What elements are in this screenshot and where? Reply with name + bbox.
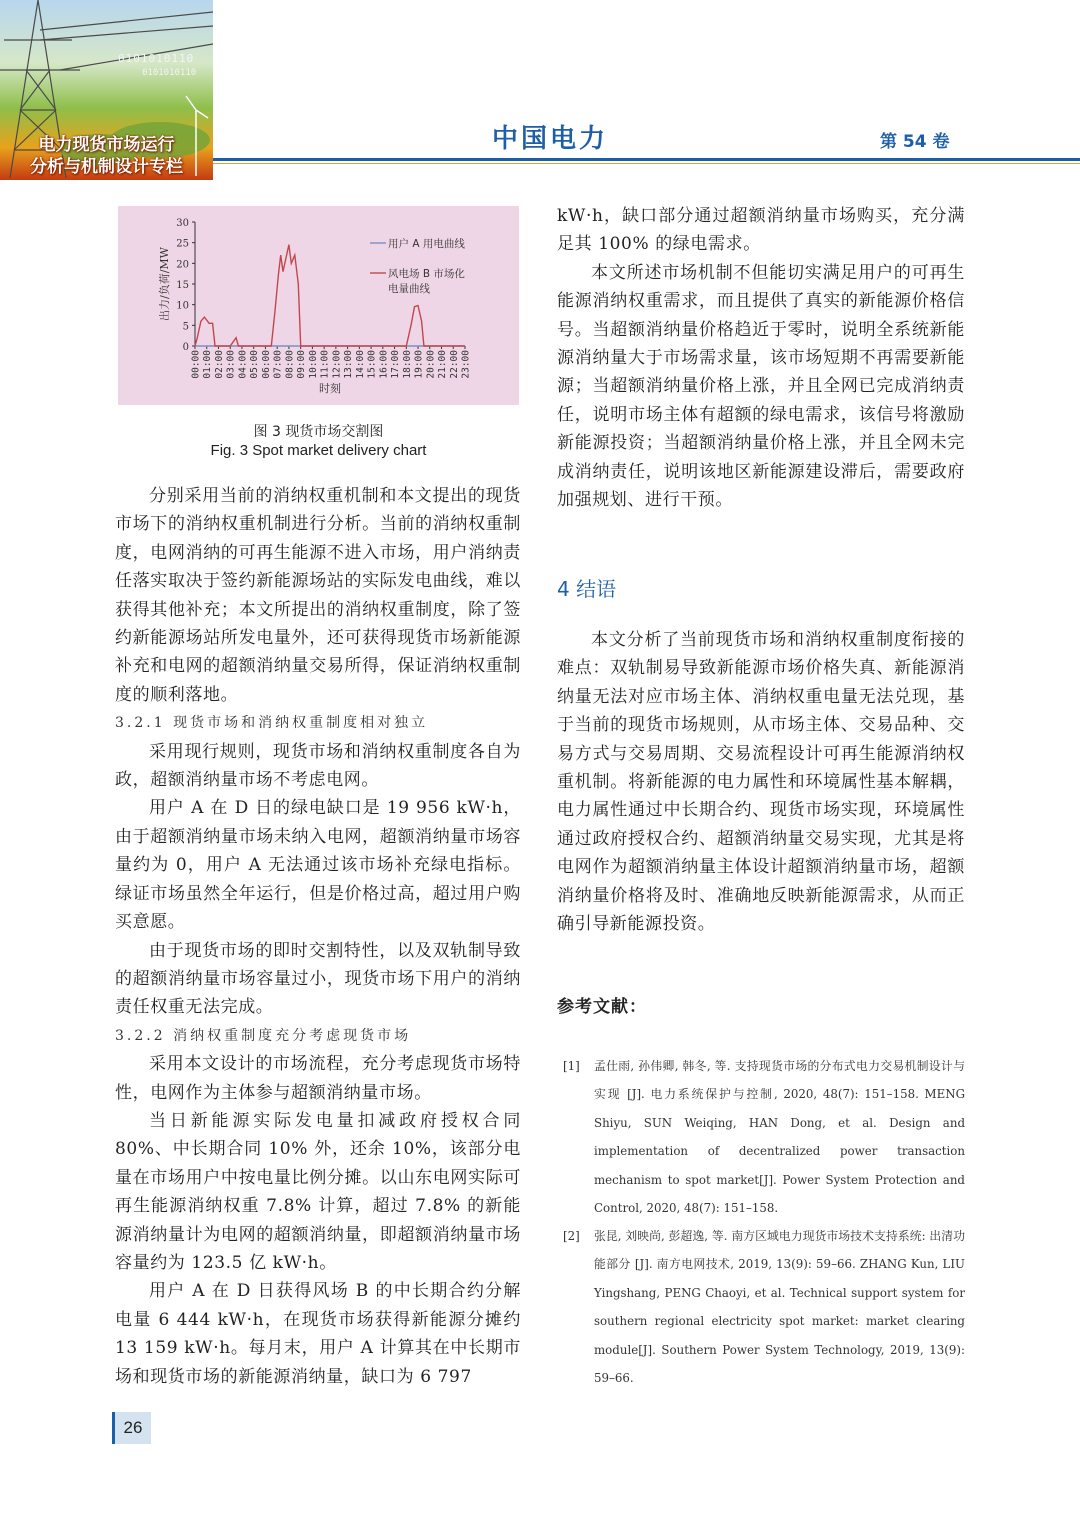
legend-label-wind-farm-b: 风电场 B 市场化 [388,268,465,280]
x-tick-label: 16:00 [378,350,390,379]
y-tick-label: 20 [176,259,189,271]
y-tick-label: 0 [182,342,189,353]
x-tick-label: 02:00 [213,350,225,379]
left-column [115,482,521,1391]
paragraph: kW·h，缺口部分通过超额消纳量市场购买，充分满足其 100% 的绿电需求。 [557,206,965,255]
x-tick-label: 07:00 [272,350,284,379]
x-tick-label: 04:00 [237,350,249,379]
reference-text: 张昆, 刘映尚, 彭超逸, 等. 南方区域电力现货市场技术支持系统: 出清功能部分 [J]. 南方电网技术, 2019, 13(9): 59–66. ZHANG Kun, LIU Yingshang, PENG Chaoyi, et al. Technical support system for southern regional electricity spot market: market clearing module[J]. Southern Power System Technology, 2019, 13(9): 59–66. [594,1229,965,1386]
spot-market-chart [118,206,519,405]
page-number: 26 [112,1412,151,1444]
paragraph: 用户 A 在 D 日获得风场 B 的中长期合约分解电量 6 444 kW·h，在现货市场获得新能源分摊约 13 159 kW·h。每月末，用户 A 计算其在中长期市场和现货市场的新能源消纳量，缺口为 6 797 [115,1281,521,1387]
section-heading-conclusion: 4 结语 [557,577,617,601]
x-tick-label: 23:00 [460,350,472,379]
x-tick-label: 13:00 [343,350,355,379]
x-tick-label: 21:00 [437,350,449,379]
paragraph: 本文分析了当前现货市场和消纳权重制度衔接的难点：双轨制易导致新能源市场价格失真、新能源消纳量无法对应市场主体、消纳权重电量无法兑现，基于当前的现货市场规则，从市场主体、交易品种、交易方式与交易周期、交易流程设计可再生能源消纳权重机制。将新能源的电力属性和环境属性基本解耦，电力属性通过中长期合约、现货市场实现，环境属性通过政府授权合约、超额消纳量交易实现，尤其是将电网作为超额消纳量主体设计超额消纳量市场，超额消纳量价格将及时、准确地反映新能源需求，从而正确引导新能源投资。 [557,630,965,935]
x-axis-label: 时刻 [319,382,341,395]
column-title-line1: 电力现货市场运行 [38,135,175,155]
x-tick-label: 03:00 [225,350,237,379]
journal-title: 中国电力 [491,124,608,154]
legend-label-wind-farm-b-cont: 电量曲线 [388,283,430,295]
paragraph: 采用现行规则，现货市场和消纳权重制度各自为政，超额消纳量市场不考虑电网。 [115,741,521,791]
x-tick-label: 12:00 [331,350,343,379]
references-heading: 参考文献： [557,997,647,1017]
header-rule [213,158,1080,161]
column-banner [0,0,213,180]
reference-item [563,1052,965,1222]
banner-binary-text-small: 0101010110 [142,68,197,78]
x-tick-label: 10:00 [307,350,319,379]
x-tick-label: 08:00 [284,350,296,379]
x-tick-label: 15:00 [366,350,378,379]
header-rule-accent [213,163,1080,164]
y-tick-label: 10 [176,300,189,312]
paragraph: 由于现货市场的即时交割特性，以及双轨制导致的超额消纳量市场容量过小，现货市场下用户的消纳责任权重无法完成。 [115,940,521,1018]
reference-number: [2] [563,1229,580,1243]
x-tick-label: 05:00 [249,350,261,379]
x-tick-label: 14:00 [354,350,366,379]
y-tick-label: 25 [176,238,189,250]
x-tick-label: 20:00 [425,350,437,379]
x-tick-label: 01:00 [202,350,214,379]
volume-label: 第 54 卷 [880,132,950,152]
y-axis-label: 出力/负荷/MW [158,247,171,321]
legend-label-user-a: 用户 A 用电曲线 [388,238,465,250]
subsection-heading-3-2-1: 3.2.1 现货市场和消纳权重制度相对独立 [115,715,429,732]
paragraph: 当日新能源实际发电量扣减政府授权合同 80%、中长期合同 10% 外，还余 10%，该部分电量在市场用户中按电量比例分摊。以山东电网实际可再生能源消纳权重 7.8% 计算，超过 7.8% 的新能源消纳量计为电网的超额消纳量，即超额消纳量市场容量约为 123.5 亿 kW·h。 [115,1110,521,1273]
x-tick-label: 11:00 [319,350,331,379]
figure-caption-cn: 图 3 现货市场交割图 [253,424,384,440]
right-column-conclusion [557,626,965,938]
x-tick-label: 00:00 [190,350,202,379]
paragraph: 采用本文设计的市场流程，充分考虑现货市场特性，电网作为主体参与超额消纳量市场。 [115,1054,521,1103]
x-tick-label: 22:00 [448,350,460,379]
series-line-2 [195,245,465,346]
x-tick-label: 06:00 [260,350,272,379]
y-tick-label: 30 [176,218,189,229]
y-tick-label: 5 [182,321,189,333]
reference-text: 孟仕雨, 孙伟卿, 韩冬, 等. 支持现货市场的分布式电力交易机制设计与实现 [J]. 电力系统保护与控制, 2020, 48(7): 151–158. MENG Shiyu, SUN Weiqing, HAN Dong, et al. Design and implementation of decentralized power transaction mechanism to spot market[J]. Power System Protection and Control, 2020, 48(7): 151–158. [594,1059,965,1216]
reference-item [563,1222,965,1392]
reference-number: [1] [563,1059,580,1073]
column-title-line2: 分析与机制设计专栏 [30,157,183,177]
x-tick-label: 18:00 [401,350,413,379]
right-column-top [557,202,965,514]
x-tick-label: 17:00 [390,350,402,379]
y-tick-label: 15 [176,280,189,291]
subsection-heading-3-2-2: 3.2.2 消纳权重制度充分考虑现货市场 [115,1027,412,1044]
figure-3 [118,206,519,405]
paragraph: 用户 A 在 D 日的绿电缺口是 19 956 kW·h，由于超额消纳量市场未纳入电网，超额消纳量市场容量约为 0，用户 A 无法通过该市场补充绿电指标。绿证市场虽然全年运行，但是价格过高，超过用户购买意愿。 [115,798,521,933]
paragraph: 本文所述市场机制不但能切实满足用户的可再生能源消纳权重需求，而且提供了真实的新能源价格信号。当超额消纳量价格趋近于零时，说明全系统新能源消纳量大于市场需求量，该市场短期不再需要新能源；当超额消纳量价格上涨，并且全网已完成消纳责任，说明市场主体有超额的绿电需求，该信号将激励新能源投资；当超额消纳量价格上涨，并且全网未完成消纳责任，说明该地区新能源建设滞后，需要政府加强规划、进行干预。 [557,262,965,511]
banner-binary-text: 0101010110 [118,52,195,65]
paragraph: 分别采用当前的消纳权重机制和本文提出的现货市场下的消纳权重机制进行分析。当前的消纳权重制度，电网消纳的可再生能源不进入市场，用户消纳责任落实取决于签约新能源场站的实际发电曲线，难以获得其他补充；本文所提出的消纳权重制度，除了签约新能源场站所发电量外，还可获得现货市场新能源补充和电网的超额消纳量交易所得，保证消纳权重制度的顺利落地。 [115,486,521,705]
x-tick-label: 19:00 [413,350,425,379]
figure-caption-en: Fig. 3 Spot market delivery chart [210,442,427,459]
x-tick-label: 09:00 [296,350,308,379]
